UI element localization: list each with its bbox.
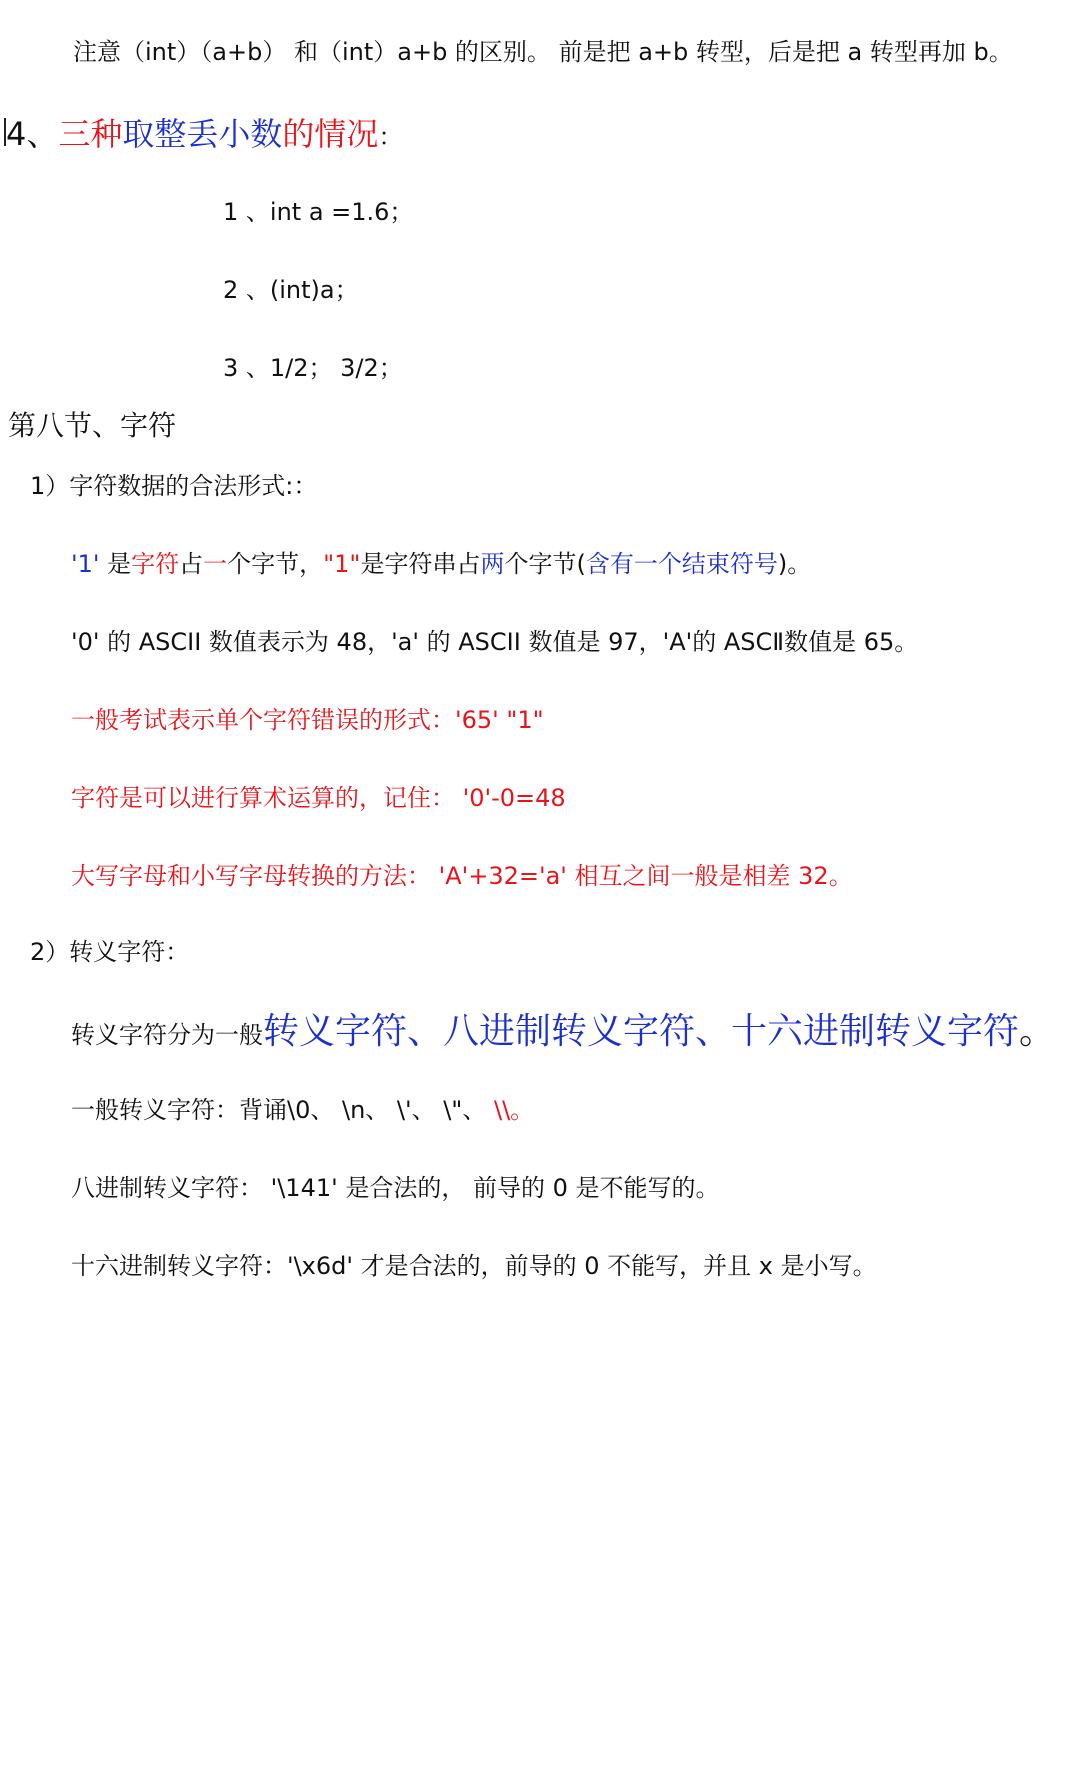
char-quote-1: '1': [71, 550, 100, 578]
case-item-1: 1 、int a =1.6；: [223, 198, 414, 226]
note-line: 注意（int）（a+b） 和（int）a+b 的区别。 前是把 a+b 转型，后是把 a 转型再加 b。: [73, 38, 1013, 66]
heading-4-part1: 三种: [58, 115, 123, 153]
escape-general-line: [71, 1098, 534, 1122]
char-text-4: 是字符串占: [360, 550, 481, 578]
char-quote-2: "1": [323, 550, 361, 578]
char-word-1: 字符: [131, 550, 180, 578]
heading-4-colon: ：: [378, 123, 403, 151]
subsection-1-title: 1）字符数据的合法形式:：: [30, 472, 318, 500]
heading-4: [6, 115, 403, 153]
char-text-5: 个字节(: [504, 550, 586, 578]
heading-4-part2: 取整丢: [122, 115, 219, 153]
heading-4-number: 4、: [6, 115, 59, 153]
escape-general-text: 一般转义字符：背诵\0、 \n、 \'、 \"、: [71, 1096, 494, 1124]
case-conversion-line: 大写字母和小写字母转换的方法： 'A'+32='a' 相互之间一般是相差 32。: [71, 862, 853, 890]
escape-general-backslash: \\。: [493, 1096, 535, 1124]
escape-intro-suffix: 。: [1019, 1011, 1056, 1052]
section-8-title: 第八节、字符: [8, 409, 177, 442]
exam-error-forms-line: 一般考试表示单个字符错误的形式：'65' "1": [71, 706, 544, 734]
heading-4-part4: 的情况: [282, 115, 379, 153]
char-arithmetic-line: 字符是可以进行算术运算的，记住： '0'-0=48: [71, 784, 566, 812]
ascii-values-line: '0' 的 ASCII 数值表示为 48，'a' 的 ASCII 数值是 97，'A'的 ASCⅡ数值是 65。: [71, 628, 919, 656]
escape-octal-line: 八进制转义字符： '\141' 是合法的， 前导的 0 是不能写的。: [71, 1174, 720, 1202]
subsection-2-title: 2）转义字符：: [30, 938, 190, 966]
escape-intro-types: 转义字符、八进制转义字符、十六进制转义字符: [263, 1011, 1020, 1052]
char-text-3: 个字节，: [227, 550, 324, 578]
escape-intro-line: [71, 1011, 1056, 1052]
escape-intro-prefix: 转义字符分为一般: [71, 1021, 263, 1049]
char-word-4: 含有一个结束符号: [585, 550, 778, 578]
char-text-1: 是: [99, 550, 132, 578]
char-word-3: 两: [480, 550, 505, 578]
escape-hex-line: 十六进制转义字符：'\x6d' 才是合法的，前导的 0 不能写，并且 x 是小写。: [71, 1252, 877, 1280]
char-text-2: 占: [179, 550, 204, 578]
char-bytes-line: [71, 552, 811, 576]
case-item-2: 2 、(int)a；: [223, 276, 359, 304]
heading-4-part3: 小数: [218, 115, 283, 153]
char-word-2: 一: [203, 550, 228, 578]
char-text-6: )。: [777, 550, 812, 578]
case-item-3: 3 、1/2； 3/2；: [223, 354, 403, 382]
